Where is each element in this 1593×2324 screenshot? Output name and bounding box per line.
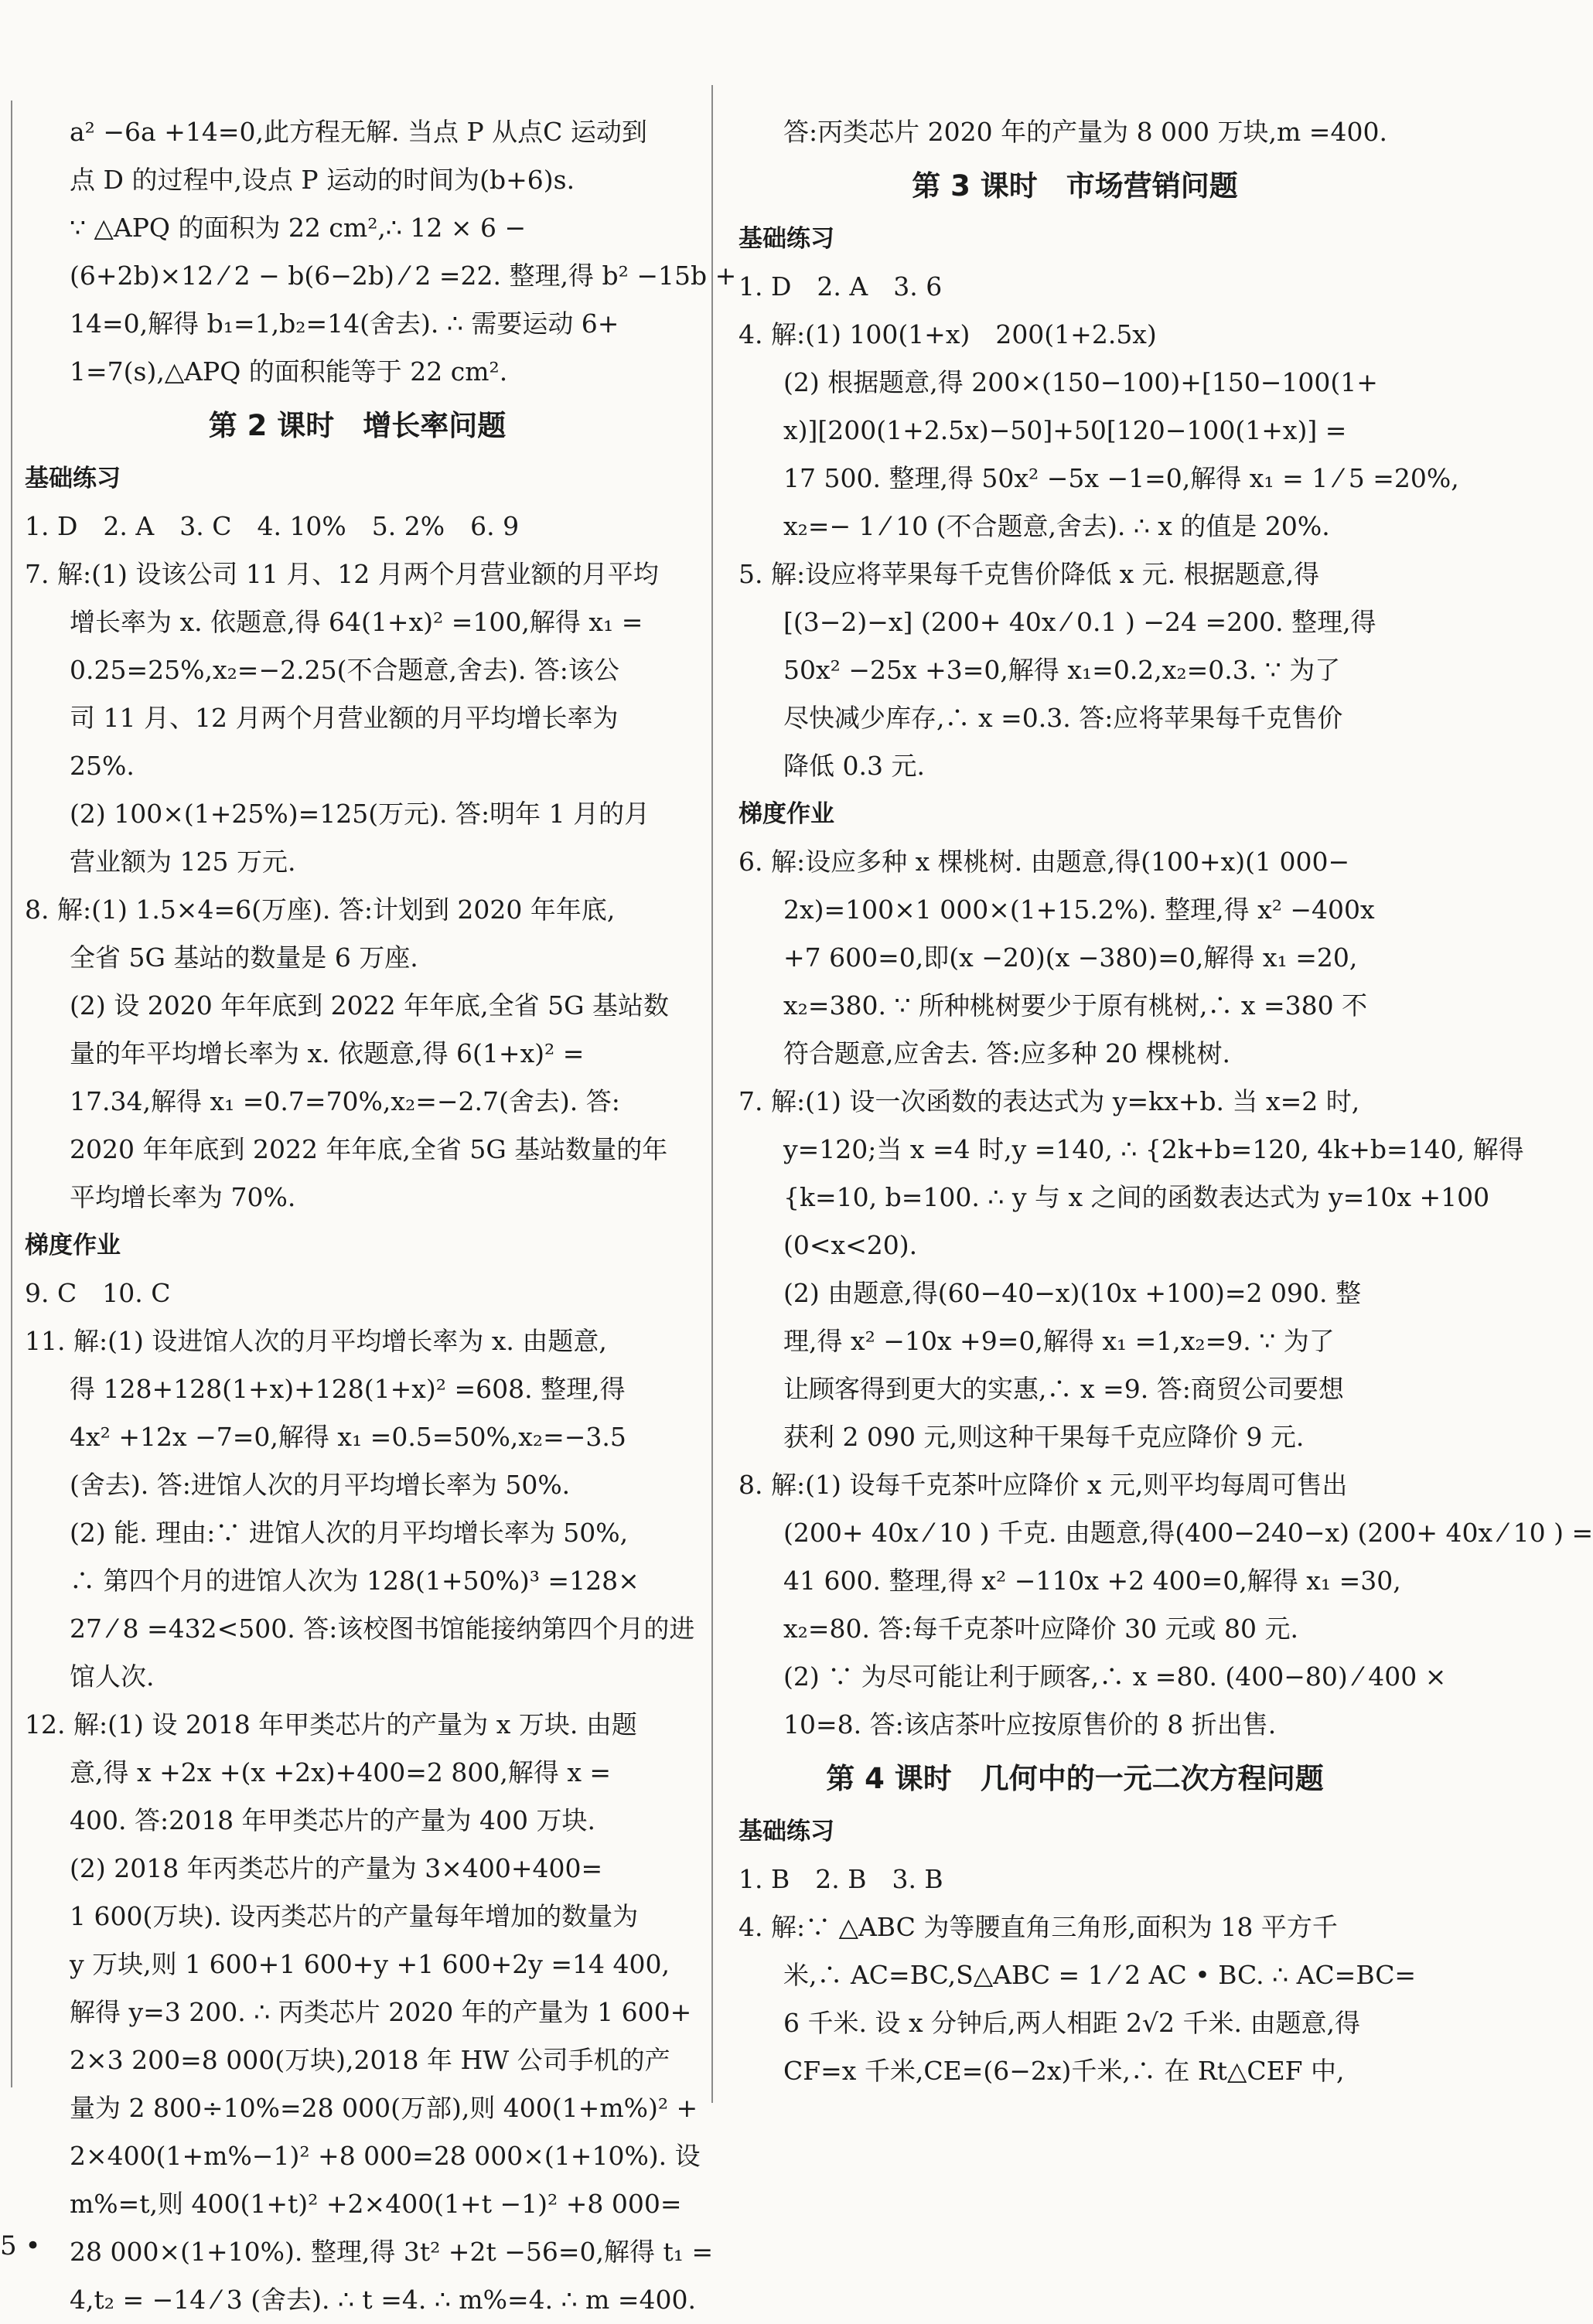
text-line: 意,得 x +2x +(x +2x)+400=2 800,解得 x = [70, 1757, 612, 1787]
text-line: 平均增长率为 70%. [70, 1182, 296, 1212]
text-line: 28 000×(1+10%). 整理,得 3t² +2t −56=0,解得 t₁ = [70, 2237, 714, 2267]
text-line: 增长率为 x. 依题意,得 64(1+x)² =100,解得 x₁ = [70, 607, 643, 637]
text-line: 全省 5G 基站的数量是 6 万座. [70, 942, 418, 973]
text-line: 8. 解:(1) 1.5×4=6(万座). 答:计划到 2020 年年底, [25, 895, 616, 925]
text-line: 1. D 2. A 3. C 4. 10% 5. 2% 6. 9 [25, 511, 520, 541]
text-line: 14=0,解得 b₁=1,b₂=14(舍去). ∴ 需要运动 6+ [70, 308, 619, 339]
text-line: 400. 答:2018 年甲类芯片的产量为 400 万块. [70, 1805, 596, 1835]
text-line: 7. 解:(1) 设该公司 11 月、12 月两个月营业额的月平均 [25, 559, 659, 589]
text-line: 6. 解:设应多种 x 棵桃树. 由题意,得(100+x)(1 000− [739, 847, 1350, 877]
text-line: x₂=− 1 ⁄ 10 (不合题意,舍去). ∴ x 的值是 20%. [783, 511, 1330, 541]
column-divider [711, 85, 713, 2103]
text-line: 17.34,解得 x₁ =0.7=70%,x₂=−2.7(舍去). 答: [70, 1086, 620, 1116]
text-line: x₂=380. ∵ 所种桃树要少于原有桃树,∴ x =380 不 [783, 990, 1368, 1021]
text-line: 2×400(1+m%−1)² +8 000=28 000×(1+10%). 设 [70, 2141, 701, 2171]
left-column [25, 108, 737, 2324]
text-line: 25%. [70, 751, 135, 781]
text-line: 9. C 10. C [25, 1278, 171, 1308]
section-title: 第 4 课时 几何中的一元二次方程问题 [826, 1762, 1324, 1795]
text-line: {k=10, b=100. ∴ y 与 x 之间的函数表达式为 y=10x +100 [783, 1182, 1490, 1212]
text-line: y=120;当 x =4 时,y =140, ∴ {2k+b=120, 4k+b=140, 解得 [783, 1134, 1524, 1164]
text-line: 降低 0.3 元. [783, 751, 925, 781]
text-line: 10=8. 答:该店茶叶应按原售价的 8 折出售. [783, 1709, 1277, 1740]
text-line: 馆人次. [70, 1661, 155, 1692]
text-line: (200+ 40x ⁄ 10 ) 千克. 由题意,得(400−240−x) (200+ 40x ⁄ 10 ) = [783, 1518, 1593, 1548]
text-line: 点 D 的过程中,设点 P 运动的时间为(b+6)s. [70, 165, 575, 195]
text-line: (2) 能. 理由:∵ 进馆人次的月平均增长率为 50%, [70, 1518, 629, 1548]
text-line: (2) 由题意,得(60−40−x)(10x +100)=2 090. 整 [783, 1278, 1361, 1308]
text-line: 8. 解:(1) 设每千克茶叶应降价 x 元,则平均每周可售出 [739, 1470, 1348, 1500]
text-line: (2) 100×(1+25%)=125(万元). 答:明年 1 月的月 [70, 799, 650, 829]
text-line: 12. 解:(1) 设 2018 年甲类芯片的产量为 x 万块. 由题 [25, 1709, 637, 1740]
text-line: (6+2b)×12 ⁄ 2 − b(6−2b) ⁄ 2 =22. 整理,得 b² −15b + [70, 261, 737, 291]
text-line: 50x² −25x +3=0,解得 x₁=0.2,x₂=0.3. ∵ 为了 [783, 655, 1341, 685]
text-line: 17 500. 整理,得 50x² −5x −1=0,解得 x₁ = 1 ⁄ 5 =20%, [783, 463, 1459, 493]
text-line: 符合题意,应舍去. 答:应多种 20 棵桃树. [783, 1038, 1231, 1068]
text-line: ∴ 第四个月的进馆人次为 128(1+50%)³ =128× [70, 1566, 640, 1596]
text-line: 2020 年年底到 2022 年年底,全省 5G 基站数量的年 [70, 1134, 668, 1164]
subsection-heading: 梯度作业 [739, 800, 834, 828]
text-line: (舍去). 答:进馆人次的月平均增长率为 50%. [70, 1470, 571, 1500]
text-line: 1. D 2. A 3. 6 [739, 271, 943, 302]
text-line: 4. 解:∵ △ABC 为等腰直角三角形,面积为 18 平方千 [739, 1912, 1338, 1942]
text-line: a² −6a +14=0,此方程无解. 当点 P 从点C 运动到 [70, 117, 647, 147]
text-line: 2x)=100×1 000×(1+15.2%). 整理,得 x² −400x [783, 895, 1375, 925]
text-line: 1=7(s),△APQ 的面积能等于 22 cm². [70, 356, 508, 387]
text-line: 让顾客得到更大的实惠,∴ x =9. 答:商贸公司要想 [783, 1374, 1344, 1404]
text-line: 11. 解:(1) 设进馆人次的月平均增长率为 x. 由题意, [25, 1326, 607, 1356]
text-line: 6 千米. 设 x 分钟后,两人相距 2√2 千米. 由题意,得 [783, 2008, 1361, 2038]
text-line: 司 11 月、12 月两个月营业额的月平均增长率为 [70, 703, 619, 733]
left-margin-line [11, 101, 12, 2087]
text-line: (2) 2018 年丙类芯片的产量为 3×400+400= [70, 1853, 603, 1883]
text-line: 1. B 2. B 3. B [739, 1864, 943, 1894]
text-line: (2) 根据题意,得 200×(150−100)+[150−100(1+ [783, 367, 1378, 397]
page-number: 5 • [0, 2230, 41, 2261]
text-line: y 万块,则 1 600+1 600+y +1 600+2y =14 400, [70, 1949, 670, 1979]
text-line: CF=x 千米,CE=(6−2x)千米,∴ 在 Rt△CEF 中, [783, 2056, 1345, 2086]
subsection-heading: 基础练习 [739, 1818, 834, 1845]
subsection-heading: 基础练习 [25, 465, 121, 492]
text-line: x₂=80. 答:每千克茶叶应降价 30 元或 80 元. [783, 1614, 1299, 1644]
text-line: 尽快减少库存,∴ x =0.3. 答:应将苹果每千克售价 [783, 703, 1343, 733]
text-line: 27 ⁄ 8 =432<500. 答:该校图书馆能接纳第四个月的进 [70, 1614, 695, 1644]
text-line: 0.25=25%,x₂=−2.25(不合题意,舍去). 答:该公 [70, 655, 619, 685]
text-line: 4x² +12x −7=0,解得 x₁ =0.5=50%,x₂=−3.5 [70, 1422, 626, 1452]
text-line: m%=t,则 400(1+t)² +2×400(1+t −1)² +8 000= [70, 2189, 682, 2219]
text-line: 量为 2 800÷10%=28 000(万部),则 400(1+m%)² + [70, 2093, 698, 2123]
text-line: (0<x<20). [783, 1230, 918, 1260]
text-line: 营业额为 125 万元. [70, 847, 296, 877]
text-line: ∵ △APQ 的面积为 22 cm²,∴ 12 × 6 − [70, 213, 527, 243]
section-title: 第 2 课时 增长率问题 [208, 409, 507, 442]
text-line: 得 128+128(1+x)+128(1+x)² =608. 整理,得 [70, 1374, 626, 1404]
text-line: 量的年平均增长率为 x. 依题意,得 6(1+x)² = [70, 1038, 585, 1068]
text-line: 答:丙类芯片 2020 年的产量为 8 000 万块,m =400. [783, 117, 1387, 147]
text-line: 解得 y=3 200. ∴ 丙类芯片 2020 年的产量为 1 600+ [70, 1997, 692, 2027]
text-line: (2) ∵ 为尽可能让利于顾客,∴ x =80. (400−80) ⁄ 400 × [783, 1661, 1447, 1692]
text-line: 4,t₂ = −14 ⁄ 3 (舍去). ∴ t =4. ∴ m%=4. ∴ m =400. [70, 2285, 696, 2315]
text-line: (2) 设 2020 年年底到 2022 年年底,全省 5G 基站数 [70, 990, 669, 1021]
text-line: 4. 解:(1) 100(1+x) 200(1+2.5x) [739, 319, 1157, 349]
text-line: 2×3 200=8 000(万块),2018 年 HW 公司手机的产 [70, 2045, 670, 2075]
text-line: 米,∴ AC=BC,S△ABC = 1 ⁄ 2 AC • BC. ∴ AC=BC= [783, 1960, 1417, 1990]
right-column [739, 108, 1593, 2095]
text-line: 理,得 x² −10x +9=0,解得 x₁ =1,x₂=9. ∵ 为了 [783, 1326, 1335, 1356]
text-line: 获利 2 090 元,则这种干果每千克应降价 9 元. [783, 1422, 1305, 1452]
subsection-heading: 梯度作业 [25, 1232, 121, 1259]
text-line: +7 600=0,即(x −20)(x −380)=0,解得 x₁ =20, [783, 942, 1358, 973]
section-title: 第 3 课时 市场营销问题 [912, 169, 1238, 203]
text-line: 5. 解:设应将苹果每千克售价降低 x 元. 根据题意,得 [739, 559, 1320, 589]
text-line: 41 600. 整理,得 x² −110x +2 400=0,解得 x₁ =30, [783, 1566, 1401, 1596]
text-line: x)][200(1+2.5x)−50]+50[120−100(1+x)] = [783, 415, 1347, 445]
text-line: [(3−2)−x] (200+ 40x ⁄ 0.1 ) −24 =200. 整理,得 [783, 607, 1376, 637]
subsection-heading: 基础练习 [739, 225, 834, 253]
text-line: 7. 解:(1) 设一次函数的表达式为 y=kx+b. 当 x=2 时, [739, 1086, 1360, 1116]
text-line: 1 600(万块). 设丙类芯片的产量每年增加的数量为 [70, 1901, 639, 1931]
